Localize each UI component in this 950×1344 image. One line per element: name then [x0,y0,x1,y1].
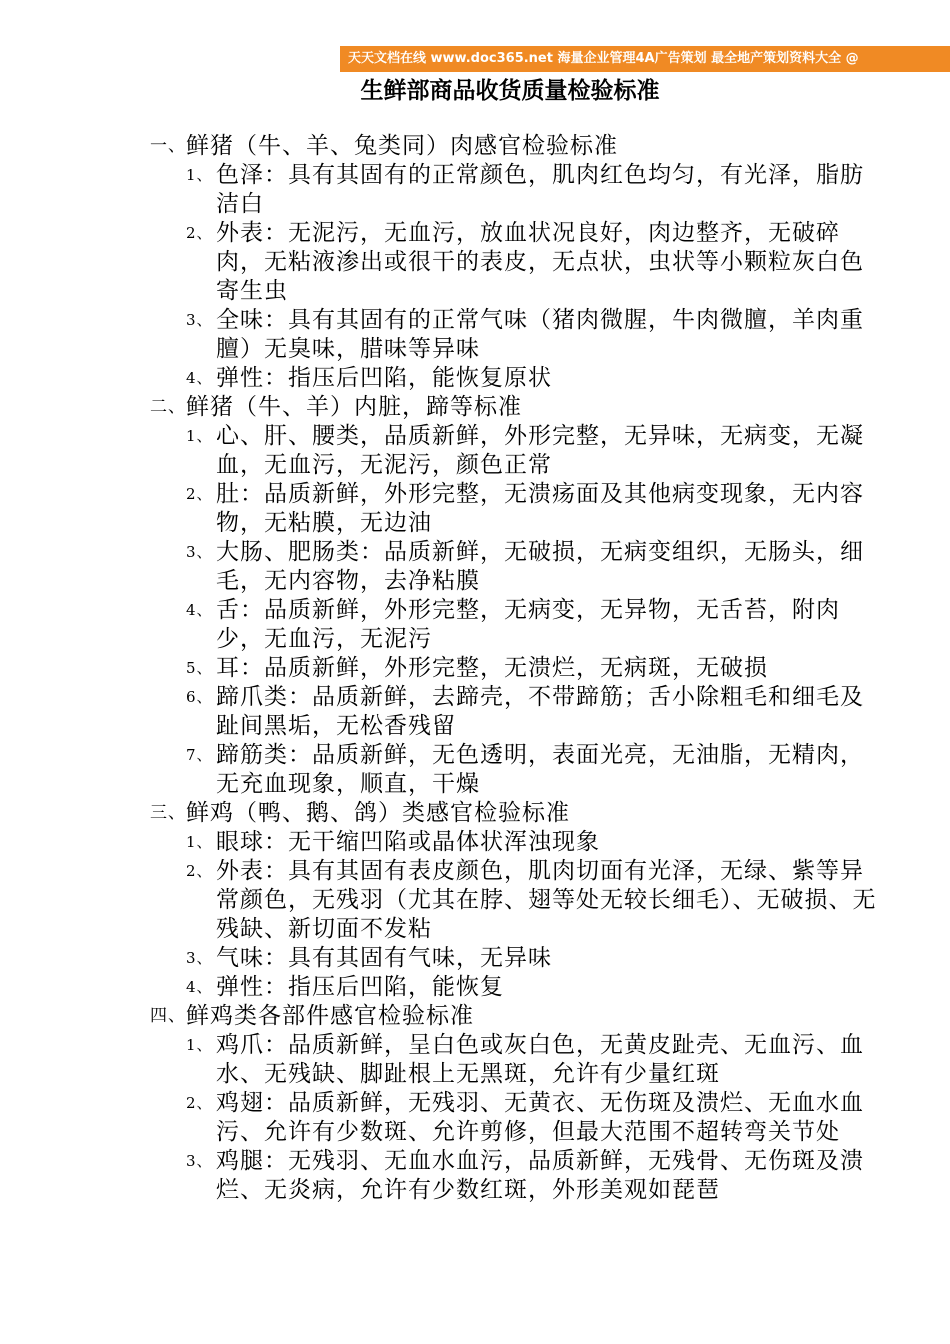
item-text: 弹性：指压后凹陷，能恢复原状 [216,365,552,391]
item-text: 肚：品质新鲜，外形完整，无溃疡面及其他病变现象，无内容物，无粘膜，无边油 [216,481,864,536]
list-item [186,161,880,219]
item-text: 色泽：具有其固有的正常颜色，肌肉红色均匀，有光泽，脂肪洁白 [216,162,864,217]
list-item [186,683,880,741]
item-number: 1、 [186,427,213,445]
list-item [186,596,880,654]
list-item [186,538,880,596]
item-number: 4、 [186,601,213,619]
section-1 [150,132,880,393]
section-title: 鲜鸡（鸭、鹅、鸽）类感官检验标准 [186,800,570,826]
list-item [186,422,880,480]
list-item [186,364,880,393]
item-text: 全味：具有其固有的正常气味（猪肉微腥，牛肉微膻，羊肉重膻）无臭味，腊味等异味 [216,307,864,362]
item-text: 蹄筋类：品质新鲜，无色透明，表面光亮，无油脂，无精肉，无充血现象，顺直，干燥 [216,742,864,797]
item-text: 心、肝、腰类，品质新鲜，外形完整，无异味，无病变，无凝血，无血污，无泥污，颜色正常 [216,423,864,478]
list-item [186,1089,880,1147]
list-item [186,654,880,683]
item-text: 舌：品质新鲜，外形完整，无病变，无异物，无舌苔，附肉少，无血污，无泥污 [216,597,840,652]
section-number: 三、 [150,803,186,823]
item-text: 大肠、肥肠类：品质新鲜，无破损，无病变组织，无肠头，细毛，无内容物，去净粘膜 [216,539,864,594]
item-list [150,1031,880,1205]
item-number: 2、 [186,224,213,242]
item-text: 外表：无泥污，无血污，放血状况良好，肉边整齐，无破碎肉，无粘液渗出或很干的表皮，无点状，虫状等小颗粒灰白色寄生虫 [216,220,864,304]
list-item [186,306,880,364]
list-item [186,857,880,944]
section-title: 鲜猪（牛、羊）内脏，蹄等标准 [186,394,522,420]
item-text: 弹性：指压后凹陷，能恢复 [216,974,504,1000]
section-number: 一、 [150,136,186,156]
section-number: 二、 [150,397,186,417]
item-list [150,422,880,799]
list-item [186,1031,880,1089]
item-text: 眼球：无干缩凹陷或晶体状浑浊现象 [216,829,600,855]
item-text: 鸡翅：品质新鲜，无残羽、无黄衣、无伤斑及溃烂、无血水血污、允许有少数斑、允许剪修，但最大范围不超转弯关节处 [216,1090,864,1145]
item-text: 气味：具有其固有气味，无异味 [216,945,552,971]
document-title: 生鲜部商品收货质量检验标准 [360,78,660,104]
list-item [186,741,880,799]
list-item [186,944,880,973]
item-number: 3、 [186,1152,213,1170]
item-list [150,828,880,1002]
item-text: 鸡腿：无残羽、无血水血污，品质新鲜，无残骨、无伤斑及溃烂、无炎病，允许有少数红斑，外形美观如琵琶 [216,1148,864,1203]
section-4 [150,1002,880,1205]
item-text: 外表：具有其固有表皮颜色，肌肉切面有光泽，无绿、紫等异常颜色，无残羽（尤其在脖、翅等处无较长细毛）、无破损、无残缺、新切面不发粘 [216,858,877,942]
item-text: 耳：品质新鲜，外形完整，无溃烂，无病斑，无破损 [216,655,768,681]
section-heading [150,132,880,161]
list-item [186,1147,880,1205]
item-number: 6、 [186,688,213,706]
section-3 [150,799,880,1002]
item-number: 1、 [186,1036,213,1054]
item-number: 7、 [186,746,213,764]
item-number: 3、 [186,543,213,561]
document-body [150,132,880,1205]
section-heading [150,393,880,422]
item-list [150,161,880,393]
item-number: 4、 [186,369,213,387]
section-number: 四、 [150,1006,186,1026]
item-number: 1、 [186,166,213,184]
section-title: 鲜猪（牛、羊、兔类同）肉感官检验标准 [186,133,618,159]
section-heading [150,1002,880,1031]
list-item [186,973,880,1002]
item-number: 1、 [186,833,213,851]
item-number: 3、 [186,949,213,967]
item-number: 2、 [186,862,213,880]
item-text: 蹄爪类：品质新鲜，去蹄壳，不带蹄筋；舌小除粗毛和细毛及趾间黑垢，无松香残留 [216,684,864,739]
list-item [186,828,880,857]
list-item [186,219,880,306]
item-number: 5、 [186,659,213,677]
section-2 [150,393,880,799]
item-number: 4、 [186,978,213,996]
section-title: 鲜鸡类各部件感官检验标准 [186,1003,474,1029]
item-number: 2、 [186,485,213,503]
list-item [186,480,880,538]
item-text: 鸡爪：品质新鲜，呈白色或灰白色，无黄皮趾壳、无血污、血水、无残缺、脚趾根上无黑斑，允许有少量红斑 [216,1032,864,1087]
section-heading [150,799,880,828]
item-number: 3、 [186,311,213,329]
item-number: 2、 [186,1094,213,1112]
site-banner: 天天文档在线 www.doc365.net 海量企业管理4A广告策划 最全地产策划资料大全 @ [340,46,950,72]
